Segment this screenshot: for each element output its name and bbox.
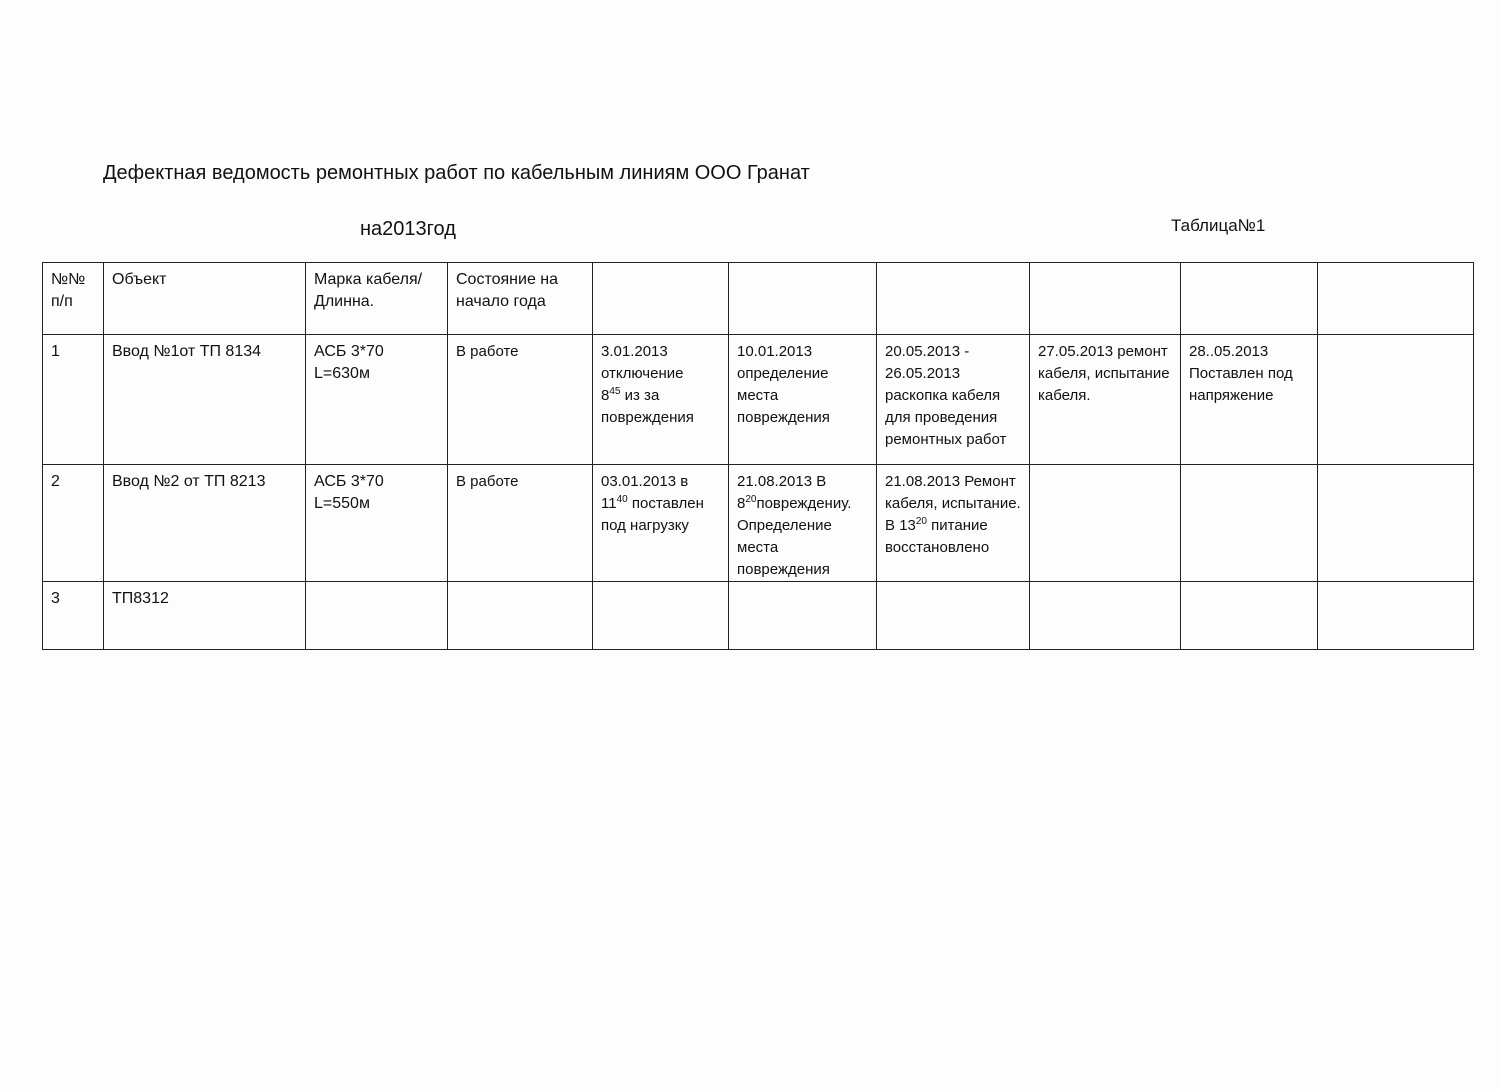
event-minutes: 20 [915, 516, 927, 527]
event-cell: 20.05.2013 - 26.05.2013 раскопка кабеля для проведения ремонтных работ [877, 335, 1030, 465]
event-cell [1318, 582, 1474, 650]
row-number: 1 [43, 335, 104, 465]
event-text-tail: поставлен под нагрузку [601, 495, 704, 534]
event-cell [729, 465, 877, 582]
event-cell [1181, 465, 1318, 582]
row-number: 3 [43, 582, 104, 650]
cable-length: L=630м [314, 365, 370, 382]
cable-cell [306, 582, 448, 650]
header-object: Объект [104, 263, 306, 335]
header-col-7 [877, 263, 1030, 335]
event-text: 21.08.2013 В [737, 473, 827, 490]
event-cell [1318, 465, 1474, 582]
defect-table [42, 262, 1474, 650]
cable-mark: АСБ 3*70 [314, 343, 384, 360]
header-col-5 [593, 263, 729, 335]
event-hour: 8 [601, 387, 610, 404]
event-hour: 8 [737, 495, 746, 512]
event-cell [877, 465, 1030, 582]
table-header-row [43, 263, 1474, 335]
event-cell [593, 335, 729, 465]
event-cell: 27.05.2013 ремонт кабеля, испытание кабеля. [1030, 335, 1181, 465]
event-cell [593, 465, 729, 582]
cable-length: L=550м [314, 495, 370, 512]
event-hour: 11 [601, 495, 617, 512]
header-col-8 [1030, 263, 1181, 335]
header-num: №№ п/п [43, 263, 104, 335]
event-cell: 10.01.2013 определение места повреждения [729, 335, 877, 465]
cable-cell [306, 465, 448, 582]
state-cell: В работе [448, 465, 593, 582]
table-label: Таблица№1 [1171, 216, 1266, 235]
state-cell: В работе [448, 335, 593, 465]
table-row [43, 465, 1474, 582]
event-text-tail: из за повреждения [601, 387, 694, 426]
header-state: Состояние на начало года [448, 263, 593, 335]
table-row [43, 582, 1474, 650]
row-number: 2 [43, 465, 104, 582]
event-text: 03.01.2013 в [601, 473, 689, 490]
event-minutes: 40 [616, 494, 628, 505]
event-text: отключение [601, 365, 684, 382]
event-minutes: 20 [745, 494, 757, 505]
document-title: Дефектная ведомость ремонтных работ по кабельным линиям ООО Гранат [103, 162, 810, 184]
header-col-10 [1318, 263, 1474, 335]
event-cell [729, 582, 877, 650]
cable-mark: АСБ 3*70 [314, 473, 384, 490]
event-cell [1030, 465, 1181, 582]
event-text-tail: питание восстановлено [885, 517, 990, 556]
object-cell: Ввод №1от ТП 8134 [104, 335, 306, 465]
event-cell [1181, 582, 1318, 650]
event-cell: 28..05.2013 Поставлен под напряжение [1181, 335, 1318, 465]
document-subtitle: на2013год [360, 218, 456, 240]
object-cell: Ввод №2 от ТП 8213 [104, 465, 306, 582]
header-col-6 [729, 263, 877, 335]
state-cell [448, 582, 593, 650]
event-hour: 13 [899, 517, 916, 534]
cable-cell [306, 335, 448, 465]
event-text: 21.08.2013 Ремонт кабеля, испытание. В [885, 473, 1021, 534]
table-row [43, 335, 1474, 465]
event-date: 3.01.2013 [601, 343, 668, 360]
event-cell [1030, 582, 1181, 650]
event-text-tail: повреждениу. Определение места повреждения [737, 495, 852, 578]
event-cell [1318, 335, 1474, 465]
event-cell [877, 582, 1030, 650]
header-cable: Марка кабеля/ Длинна. [306, 263, 448, 335]
header-col-9 [1181, 263, 1318, 335]
event-cell [593, 582, 729, 650]
event-minutes: 45 [609, 386, 621, 397]
object-cell: ТП8312 [104, 582, 306, 650]
